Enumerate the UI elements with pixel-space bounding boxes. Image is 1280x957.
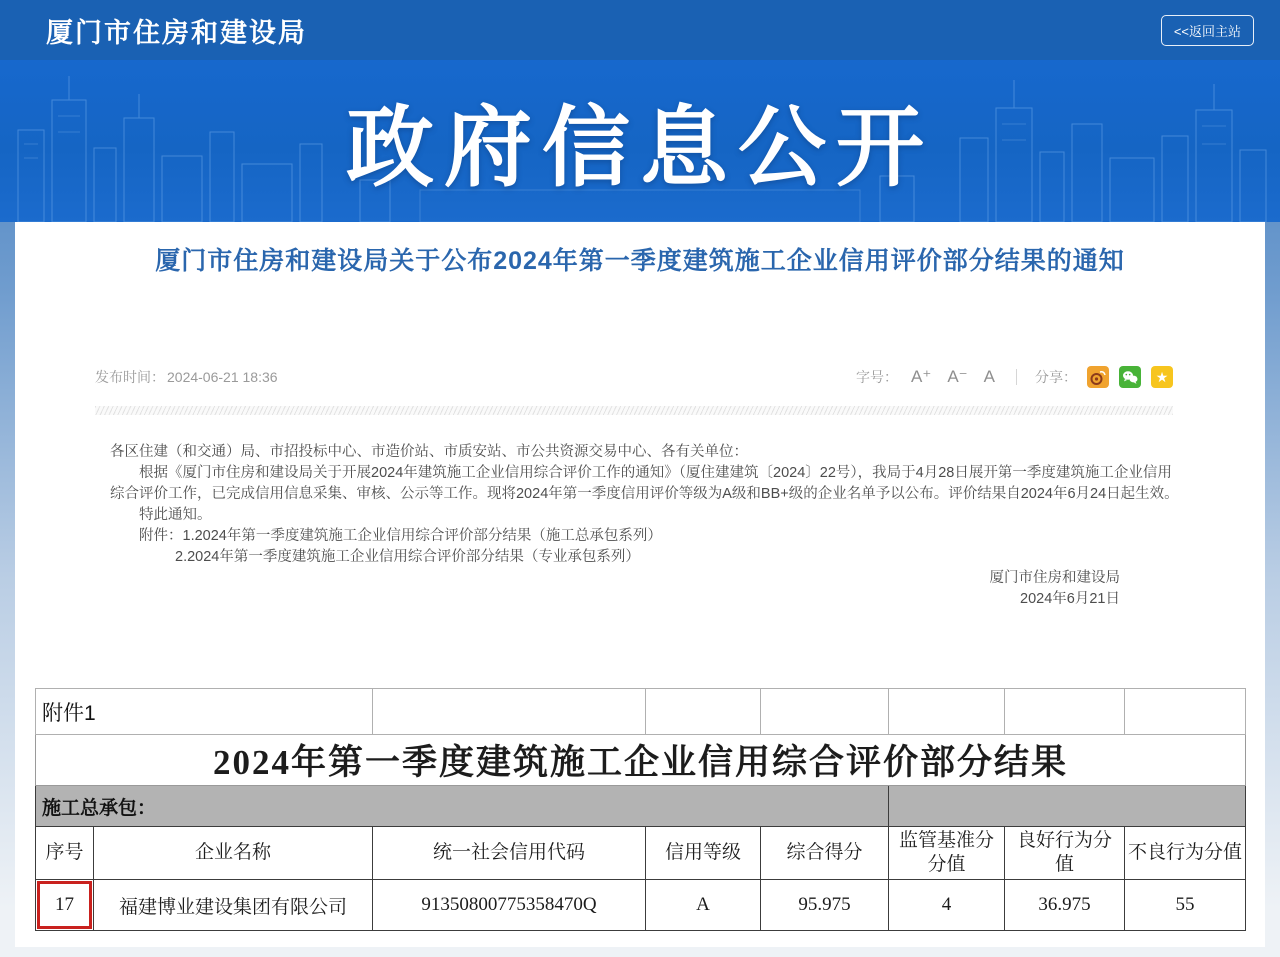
cell-credit-code: 91350800775358470Q bbox=[373, 880, 646, 931]
content-card bbox=[15, 222, 1265, 947]
cell-good-behavior-score: 36.975 bbox=[1005, 880, 1125, 931]
font-size-label: 字号： bbox=[856, 369, 899, 385]
letter-paragraph: 根据《厦门市住房和建设局关于开展2024年建筑施工企业信用综合评价工作的通知》（厦住建建筑〔2024〕22号），我局于4月28日展开第一季度建筑施工企业信用综合评价工作，已完成信用信息采集、审核、公示等工作。现将2024年第一季度信用评价等级为A级和BB+级的企业名单予以公布。评价结果自2024年6月24日起生效。 bbox=[110, 465, 1179, 502]
col-header-credit-code: 统一社会信用代码 bbox=[373, 827, 646, 880]
empty-cell bbox=[889, 689, 1005, 735]
article-meta-row bbox=[95, 362, 1173, 392]
section-row-right-cell bbox=[889, 786, 1246, 827]
meta-tools-group bbox=[856, 366, 1173, 388]
weibo-share-icon[interactable] bbox=[1087, 366, 1109, 388]
attachment-line-2: 2.2024年第一季度建筑施工企业信用综合评价部分结果（专业承包系列） bbox=[175, 549, 640, 565]
banner bbox=[0, 60, 1280, 222]
credit-result-table bbox=[35, 688, 1246, 931]
table-title-row bbox=[36, 735, 1246, 786]
col-header-seq: 序号 bbox=[36, 827, 94, 880]
attachment-table-wrap bbox=[35, 688, 1245, 931]
publish-time-group bbox=[95, 367, 278, 387]
col-header-bad-behavior-score: 不良行为分值 bbox=[1125, 827, 1246, 880]
table-header-row bbox=[36, 827, 1246, 880]
attachment-label: 附件1 bbox=[36, 689, 373, 735]
publish-time-label: 发布时间： bbox=[95, 369, 165, 385]
cell-seq bbox=[36, 880, 94, 931]
col-header-credit-grade: 信用等级 bbox=[646, 827, 761, 880]
publish-time-value: 2024-06-21 18:36 bbox=[167, 369, 278, 385]
cell-supervision-score: 4 bbox=[889, 880, 1005, 931]
cell-credit-grade: A bbox=[646, 880, 761, 931]
cell-bad-behavior-score: 55 bbox=[1125, 880, 1246, 931]
empty-cell bbox=[1125, 689, 1246, 735]
cell-company: 福建博业建设集团有限公司 bbox=[94, 880, 373, 931]
signature-date: 2024年6月21日 bbox=[1020, 591, 1120, 607]
attachment-line-1: 附件：1.2024年第一季度建筑施工企业信用综合评价部分结果（施工总承包系列） bbox=[139, 528, 662, 544]
font-larger-button[interactable]: A⁺ bbox=[908, 367, 934, 387]
empty-cell bbox=[373, 689, 646, 735]
qzone-share-icon[interactable]: ★ bbox=[1151, 366, 1173, 388]
seq-value: 17 bbox=[55, 894, 74, 915]
back-to-main-site-button[interactable]: <<返回主站 bbox=[1161, 15, 1254, 46]
signature-agency: 厦门市住房和建设局 bbox=[989, 570, 1120, 586]
font-smaller-button[interactable]: A⁻ bbox=[944, 367, 970, 387]
site-title[interactable]: 厦门市住房和建设局 bbox=[46, 17, 307, 48]
article-title: 厦门市住房和建设局关于公布2024年第一季度建筑施工企业信用评价部分结果的通知 bbox=[155, 247, 1125, 275]
empty-cell bbox=[646, 689, 761, 735]
hatched-divider bbox=[95, 406, 1173, 415]
letter-body bbox=[110, 442, 1185, 610]
cell-total-score: 95.975 bbox=[761, 880, 889, 931]
col-header-supervision-score: 监管基准分分值 bbox=[889, 827, 1005, 880]
meta-divider bbox=[1016, 369, 1017, 385]
share-label: 分享： bbox=[1035, 369, 1077, 385]
font-normal-button[interactable]: A bbox=[981, 367, 998, 387]
empty-cell bbox=[1005, 689, 1125, 735]
letter-closing: 特此通知。 bbox=[139, 507, 212, 523]
col-header-total-score: 综合得分 bbox=[761, 827, 889, 880]
top-header-bar bbox=[0, 0, 1280, 60]
col-header-company: 企业名称 bbox=[94, 827, 373, 880]
table-title: 2024年第一季度建筑施工企业信用综合评价部分结果 bbox=[36, 735, 1246, 786]
section-label: 施工总承包： bbox=[36, 786, 889, 827]
col-header-good-behavior-score: 良好行为分值 bbox=[1005, 827, 1125, 880]
wechat-share-icon[interactable] bbox=[1119, 366, 1141, 388]
letter-salutation: 各区住建（和交通）局、市招投标中心、市造价站、市质安站、市公共资源交易中心、各有关单位： bbox=[110, 444, 748, 460]
table-row bbox=[36, 880, 1246, 931]
section-row bbox=[36, 786, 1246, 827]
empty-cell bbox=[761, 689, 889, 735]
banner-title: 政府信息公开 bbox=[345, 98, 934, 197]
attachment-label-row bbox=[36, 689, 1246, 735]
